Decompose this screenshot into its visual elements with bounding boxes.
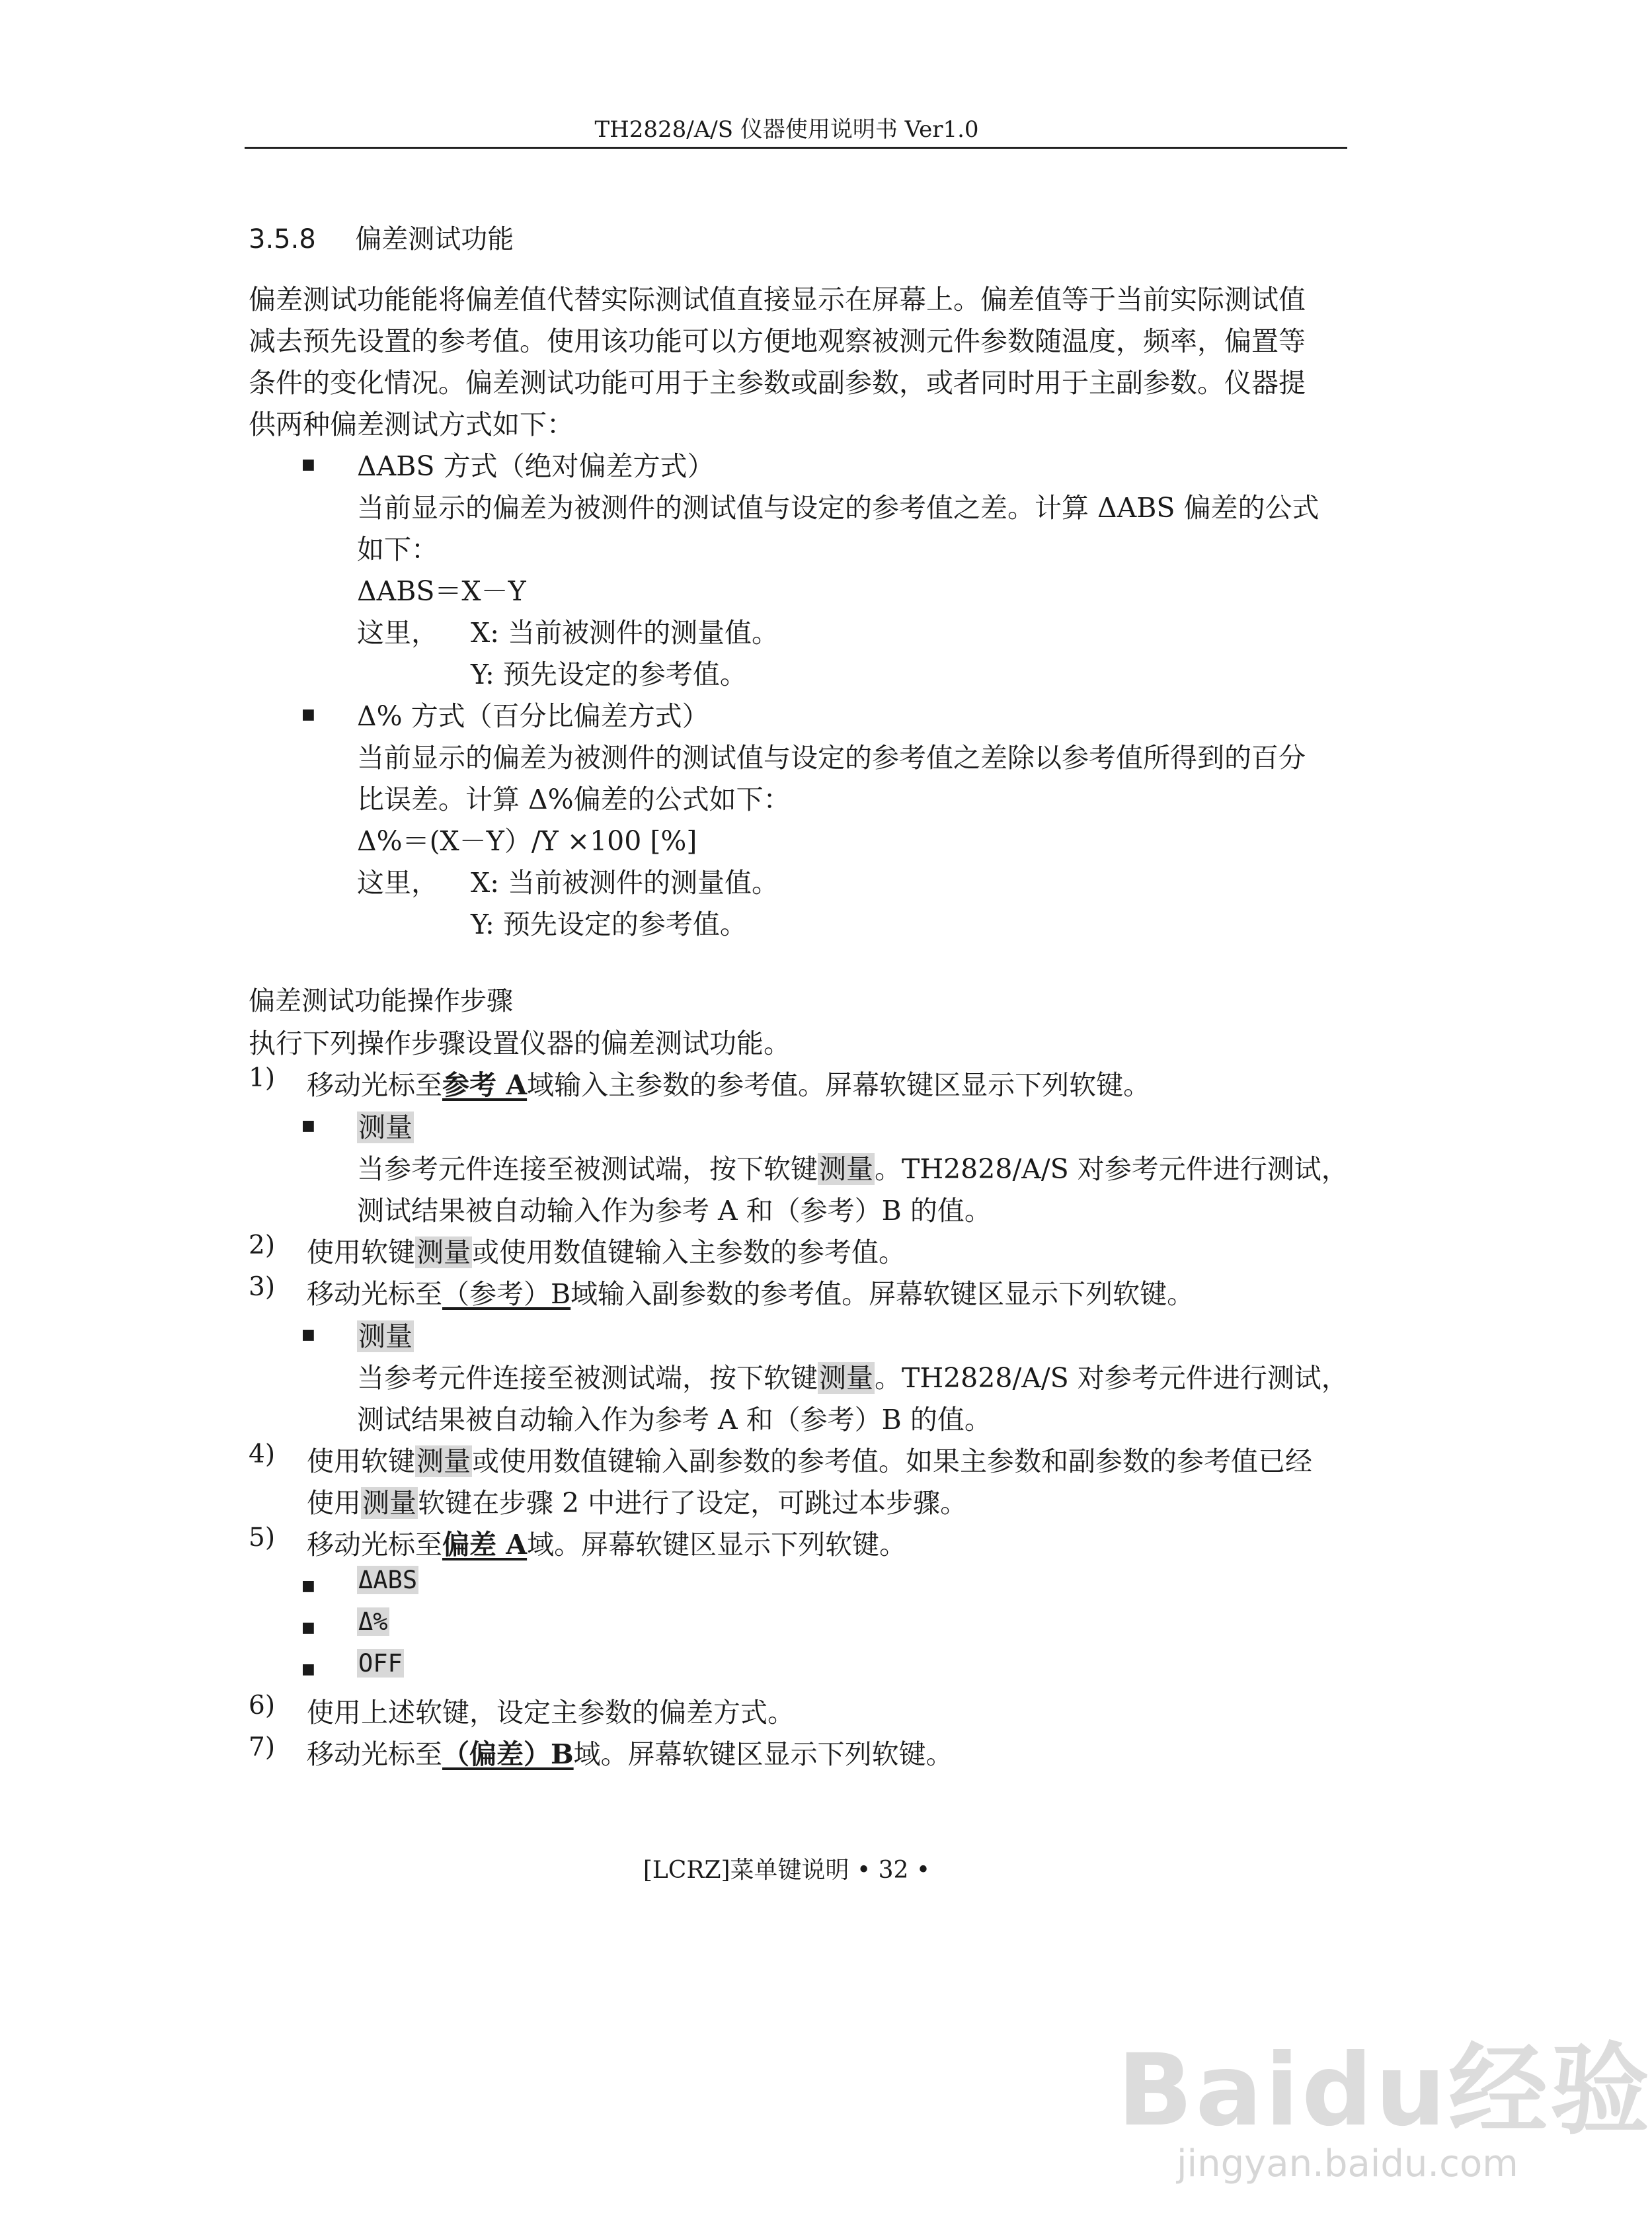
- step-number: 3): [249, 1272, 276, 1302]
- desc-text: 。TH2828/A/S 对参考元件进行测试，: [875, 1153, 1349, 1185]
- procedure-intro: 执行下列操作步骤设置仪器的偏差测试功能。: [249, 1028, 791, 1059]
- bullet-icon: ■: [301, 1117, 315, 1134]
- desc-text: 当参考元件连接至被测试端，按下软键: [357, 1153, 818, 1185]
- mode-abs-desc-1: 当前显示的偏差为被测件的测试值与设定的参考值之差。计算 ΔABS 偏差的公式: [357, 492, 1319, 524]
- section-number: 3.5.8: [249, 224, 316, 255]
- measure-desc-2: 测试结果被自动输入作为参考 A 和（参考）B 的值。: [357, 1195, 992, 1227]
- desc-text: 当参考元件连接至被测试端，按下软键: [357, 1362, 818, 1394]
- softkey-delta-pct[interactable]: [357, 1607, 389, 1636]
- step-1: [307, 1063, 1150, 1102]
- watermark-url: jingyan.baidu.com: [1177, 2142, 1518, 2185]
- page-footer: [LCRZ]菜单键说明 • 32 •: [643, 1857, 931, 1884]
- step-text: 或使用数值键输入副参数的参考值。如果主参数和副参数的参考值已经: [472, 1445, 1312, 1477]
- intro-line-3: 条件的变化情况。偏差测试功能可用于主参数或副参数，或者同时用于主副参数。仪器提: [249, 367, 1306, 399]
- mode-abs-formula: ΔABS＝X－Y: [357, 575, 526, 607]
- step-2: [307, 1231, 906, 1270]
- softkey-inline: 测量: [819, 1362, 873, 1394]
- softkey-label[interactable]: 测量: [358, 1320, 413, 1352]
- intro-line-4: 供两种偏差测试方式如下：: [249, 409, 574, 440]
- step-6: 使用上述软键，设定主参数的偏差方式。: [307, 1697, 795, 1728]
- bullet-icon: ■: [301, 456, 315, 473]
- step-text: 移动光标至: [307, 1738, 442, 1770]
- softkey-label[interactable]: 测量: [358, 1112, 413, 1143]
- step-text: 移动光标至: [307, 1278, 442, 1310]
- mode-pct-x-def: X: 当前被测件的测量值。: [471, 867, 779, 899]
- step-text: 使用软键: [307, 1445, 415, 1477]
- field-dev-b: （偏差）B: [442, 1738, 574, 1770]
- mode-abs-x-def: X: 当前被测件的测量值。: [471, 617, 779, 649]
- bullet-icon: ■: [301, 1326, 315, 1343]
- softkey-inline: 测量: [819, 1153, 873, 1185]
- page-header: TH2828/A/S 仪器使用说明书 Ver1.0: [594, 116, 979, 143]
- mode-pct-desc-1: 当前显示的偏差为被测件的测试值与设定的参考值之差除以参考值所得到的百分: [357, 742, 1306, 774]
- mode-pct-y-def: Y: 预先设定的参考值。: [471, 909, 747, 940]
- step-text: 域。屏幕软键区显示下列软键。: [573, 1738, 953, 1770]
- mode-pct-title: Δ% 方式（百分比偏差方式）: [357, 700, 709, 732]
- intro-line-1: 偏差测试功能能将偏差值代替实际测试值直接显示在屏幕上。偏差值等于当前实际测试值: [249, 284, 1306, 315]
- mode-abs-title: ΔABS 方式（绝对偏差方式）: [357, 450, 715, 482]
- softkey-inline: 测量: [362, 1487, 416, 1519]
- step-4-line-2: [307, 1481, 967, 1520]
- step-text: 使用: [307, 1487, 361, 1519]
- mode-pct-where: 这里，: [357, 867, 438, 899]
- step-text: 移动光标至: [307, 1069, 442, 1101]
- softkey-inline: 测量: [416, 1236, 471, 1268]
- step-text: 域。屏幕软键区显示下列软键。: [527, 1529, 907, 1560]
- field-ref-b: （参考）B: [442, 1278, 571, 1310]
- watermark-logo: Baidu经验: [1117, 2033, 1652, 2148]
- step-text: 使用软键: [307, 1236, 415, 1268]
- step-5: [307, 1523, 906, 1562]
- bullet-icon: ■: [301, 1661, 315, 1678]
- step-number: 7): [249, 1732, 276, 1762]
- step-3: [307, 1272, 1194, 1311]
- step-text: 移动光标至: [307, 1529, 442, 1560]
- step-7: [307, 1732, 953, 1771]
- softkey-off[interactable]: [357, 1649, 404, 1678]
- procedure-title: 偏差测试功能操作步骤: [249, 986, 513, 1016]
- measure-desc-1: [357, 1147, 1349, 1186]
- step-text: 软键在步骤 2 中进行了设定，可跳过本步骤。: [418, 1487, 968, 1519]
- section-title: 偏差测试功能: [355, 224, 514, 255]
- softkey-label[interactable]: Δ%: [358, 1607, 388, 1636]
- step-number: 1): [249, 1063, 276, 1093]
- step-number: 5): [249, 1523, 276, 1553]
- mode-abs-where: 这里，: [357, 617, 438, 649]
- measure-desc-1: [357, 1356, 1349, 1395]
- softkey-delta-abs[interactable]: [357, 1566, 418, 1594]
- step-number: 6): [249, 1691, 276, 1721]
- step-4: [307, 1439, 1312, 1478]
- step-text: 域输入副参数的参考值。屏幕软键区显示下列软键。: [570, 1278, 1195, 1310]
- bullet-icon: ■: [301, 706, 315, 723]
- mode-pct-desc-2: 比误差。计算 Δ%偏差的公式如下：: [357, 784, 791, 815]
- softkey-label[interactable]: OFF: [358, 1649, 403, 1678]
- header-rule: [245, 147, 1347, 149]
- intro-line-2: 减去预先设置的参考值。使用该功能可以方便地观察被测元件参数随温度，频率，偏置等: [249, 325, 1306, 357]
- field-ref-a: 参考 A: [442, 1069, 528, 1101]
- softkey-label[interactable]: ΔABS: [358, 1566, 418, 1594]
- step-text: 域输入主参数的参考值。屏幕软键区显示下列软键。: [527, 1069, 1151, 1101]
- mode-abs-desc-2: 如下：: [357, 534, 438, 565]
- step-number: 4): [249, 1439, 276, 1469]
- section-heading: [249, 218, 514, 256]
- bullet-icon: ■: [301, 1619, 315, 1636]
- field-dev-a: 偏差 A: [442, 1529, 528, 1560]
- softkey-measure[interactable]: [357, 1315, 414, 1354]
- measure-desc-2: 测试结果被自动输入作为参考 A 和（参考）B 的值。: [357, 1404, 992, 1436]
- softkey-measure[interactable]: [357, 1106, 414, 1145]
- softkey-inline: 测量: [416, 1445, 471, 1477]
- step-text: 或使用数值键输入主参数的参考值。: [472, 1236, 906, 1268]
- bullet-icon: ■: [301, 1578, 315, 1594]
- desc-text: 。TH2828/A/S 对参考元件进行测试，: [875, 1362, 1349, 1394]
- mode-pct-formula: Δ%＝(X－Y）/Y ×100 [%]: [357, 825, 697, 857]
- mode-abs-y-def: Y: 预先设定的参考值。: [471, 659, 747, 690]
- step-number: 2): [249, 1231, 276, 1260]
